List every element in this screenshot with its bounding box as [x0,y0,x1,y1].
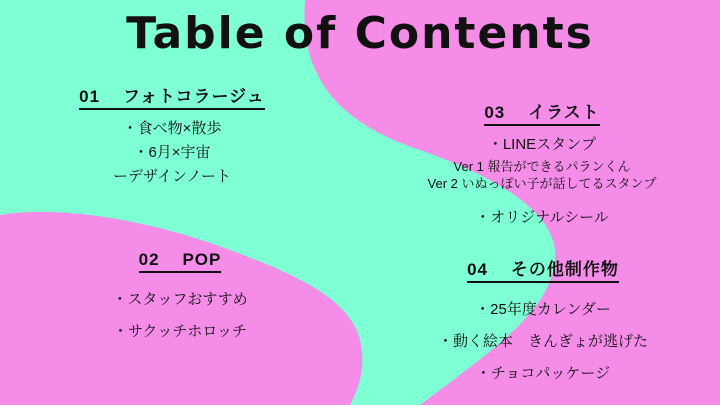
section-02-number: 02 [138,250,160,269]
section-04-heading [467,255,619,283]
section-03 [382,98,702,231]
section-03-number: 03 [484,103,506,122]
section-02-spacer [165,250,176,269]
section-02-item-1: ・スタッフおすすめ [112,291,248,308]
section-03-heading [484,98,599,126]
section-04-item-3: ・チョコパッケージ [475,364,611,382]
section-04-item-1: ・25年度カレンダー [475,301,611,318]
section-02 [30,250,330,353]
section-03-sub-2: Ver 2 いぬっぽい子が話してるスタンプ [427,176,657,192]
section-03-sub-1: Ver 1 報告ができるパランくん [453,158,631,174]
section-04-name: その他制作物 [510,260,619,279]
section-03-name: イラスト [528,103,600,122]
section-01-item-2: ・6月×宇宙 [133,143,211,161]
section-01-item-1: ・食べ物×散歩 [122,120,222,137]
section-02-item-2: ・サクッチホロッチ [112,322,248,340]
page-title: Table of Contents [126,8,594,59]
section-04-number: 04 [467,260,488,279]
section-04-item-2: ・動く絵本 きんぎょが逃げた [437,332,648,350]
section-04-spacer [494,260,505,279]
section-03-item-1: ・LINEスタンプ [487,136,597,153]
section-01-heading [79,82,265,110]
section-03-spacer [511,103,522,122]
section-01-name: フォトコラージュ [123,87,265,106]
section-02-heading [139,250,222,273]
section-01 [22,82,322,189]
section-03-item-2: ・オリジナルシール [475,208,609,226]
section-01-item-3: ーデザインノート [113,167,231,185]
section-02-name: POP [182,250,222,269]
section-01-number: 01 [79,87,101,106]
section-04 [388,255,698,394]
section-01-spacer [106,87,117,106]
